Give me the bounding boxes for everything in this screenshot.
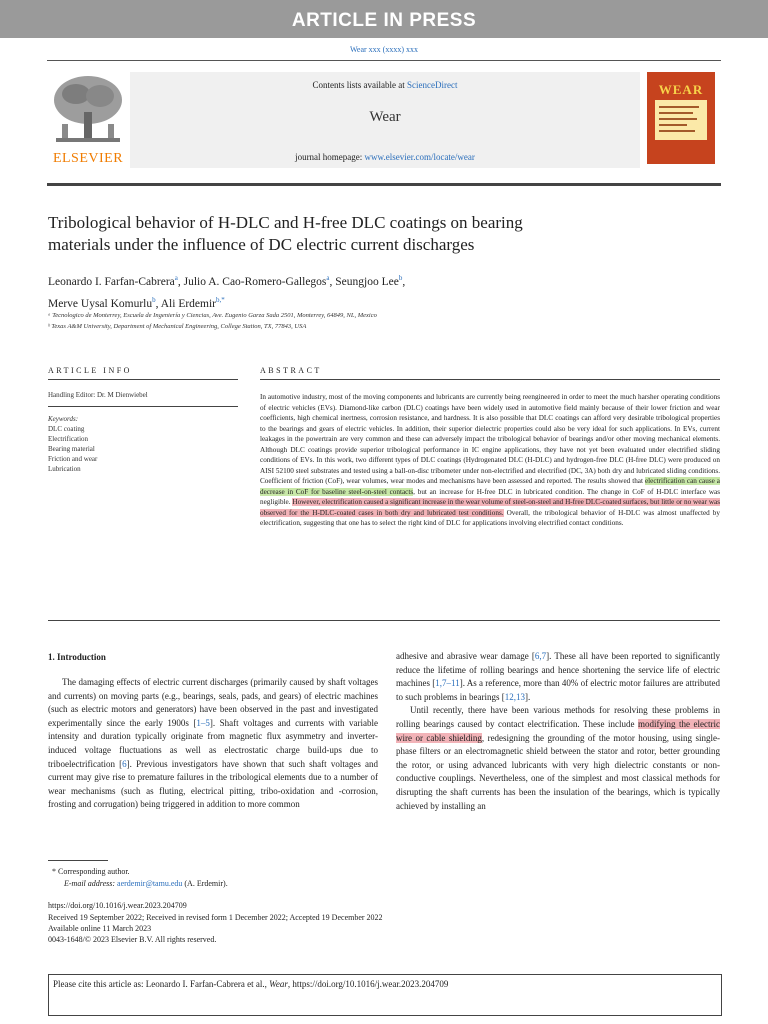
cover-text-line — [659, 118, 697, 120]
intro-text: ]. Previous investigators have shown that such shaft voltages and current may give rise to premature failures in the tribological elements due to a number of wear mechanisms (such as fluting, electrical pitting, tribo-oxidation and -corrosion, frosting and corrugation) being triggered in addition to more common — [48, 758, 378, 810]
title-line-2: materials under the influence of DC electric current discharges — [48, 235, 475, 254]
keyword: Electrification — [48, 435, 89, 443]
intro-text: ]. As a reference, more than 40% of electric motor failures are attributed to such problems in bearings [ — [396, 678, 721, 702]
citation-suffix: , https://doi.org/10.1016/j.wear.2023.204709 — [287, 979, 449, 989]
author-separator: , — [402, 275, 406, 288]
elsevier-wordmark: ELSEVIER — [52, 151, 124, 166]
journal-cover-thumbnail — [647, 72, 715, 164]
copyright: 0043-1648/© 2023 Elsevier B.V. All rights reserved. — [48, 935, 217, 944]
email-footnote — [64, 878, 228, 889]
intro-text: ]. — [524, 691, 531, 702]
intro-right-paragraph-1 — [396, 650, 720, 704]
abstract-part: Overall, the tribological behavior of H-DLC was almost unaffected by electrification, suggesting that one has to select the right kind of DLC for applications involving electrified contact conditions. — [260, 508, 720, 527]
keywords-label: Keywords: — [48, 415, 79, 423]
intro-right-paragraph-2 — [396, 704, 720, 813]
keyword: Lubrication — [48, 465, 81, 473]
abstract-bottom-rule — [48, 620, 720, 621]
cover-title: WEAR — [658, 82, 704, 97]
keywords-rule — [48, 406, 238, 407]
intro-text: The damaging effects of electric current discharges (primarily caused by shaft voltages and currents) on moving parts (e.g., bearings, seals, pads, and gears) of electric machines (such as electric motors and generators) have been observed in the past and investigated experimentally since the early 1900s [ — [48, 677, 378, 728]
title-line-1: Tribological behavior of H-DLC and H-free DLC coatings on bearing — [48, 213, 523, 232]
citation-link[interactable]: 1,7–11 — [435, 678, 460, 689]
email-suffix: (A. Erdemir). — [182, 879, 228, 888]
sciencedirect-link[interactable]: ScienceDirect — [407, 80, 458, 90]
abstract-rule — [260, 379, 720, 380]
journal-header-box — [130, 72, 640, 168]
citation-journal: Wear — [269, 979, 288, 989]
doi-link[interactable]: https://doi.org/10.1016/j.wear.2023.204709 — [48, 901, 187, 910]
abstract-heading: ABSTRACT — [260, 366, 322, 375]
received-dates: Received 19 September 2022; Received in revised form 1 December 2022; Accepted 19 December 2022 — [48, 913, 383, 922]
intro-right-column — [396, 650, 720, 813]
author-affiliation-mark[interactable]: b — [398, 274, 403, 282]
author-affiliation-mark[interactable]: a — [326, 274, 330, 282]
keyword: Friction and wear — [48, 455, 98, 463]
intro-left-column — [48, 676, 378, 812]
article-info-heading: ARTICLE INFO — [48, 366, 132, 375]
corresponding-author-note: * Corresponding author. — [52, 867, 130, 876]
article-in-press-banner — [0, 0, 768, 38]
cover-text-line — [659, 124, 687, 126]
journal-name: Wear — [369, 109, 401, 125]
handling-editor: Handling Editor: Dr. M Dienwiebel — [48, 391, 148, 399]
cover-text-line — [659, 130, 695, 132]
abstract-part: , but an increase for H-free DLC in lubricated condition. The change in CoF of H-DLC interface was negligible. — [260, 487, 721, 506]
article-info-rule — [48, 379, 238, 380]
citation-link[interactable]: 1–5 — [196, 717, 210, 728]
intro-text: Until recently, there have been various methods for resolving these problems in rolling bearings caused by contact electrification. These include — [396, 705, 720, 729]
email-label: E-mail address: — [64, 879, 118, 888]
homepage-link[interactable]: www.elsevier.com/locate/wear — [364, 152, 475, 162]
author-name[interactable]: Julio A. Cao-Romero-Gallegos — [183, 275, 327, 288]
author-name[interactable]: Seungjoo Lee — [335, 275, 399, 288]
author-affiliation-mark[interactable]: a — [174, 274, 178, 282]
abstract-text — [260, 392, 720, 529]
available-online: Available online 11 March 2023 — [48, 924, 152, 933]
author-separator: , — [329, 275, 336, 288]
header-bottom-rule — [47, 183, 721, 186]
intro-highlight-pink: modifying the electric wire or cable shielding — [396, 718, 720, 743]
contents-prefix: Contents lists available at — [312, 80, 407, 90]
citation-link[interactable]: 6,7 — [534, 651, 547, 661]
intro-text: adhesive and abrasive wear damage [ — [396, 651, 535, 661]
footnote-rule — [48, 860, 108, 861]
author-name[interactable]: Ali Erdemir — [160, 297, 216, 310]
intro-text: ]. These all have been reported to significantly reduce the lifetime of rolling bearings and hence shortening the service life of electric machines [ — [396, 651, 720, 689]
keyword: Bearing material — [48, 445, 95, 453]
citation-link[interactable]: 6 — [122, 758, 127, 769]
abstract-highlight-green: electrification can cause a decrease in CoF for baseline steel-on-steel contacts — [260, 477, 720, 496]
citation-link[interactable]: 12,13 — [504, 691, 525, 702]
abstract-highlight-pink: However, electrification caused a significant increase in the wear volume of steel-on-steel and H-free DLC-coated surfaces, but little or no wear was observed for the H-DLC-coated cases in both dry and lubricated test conditions. — [260, 498, 720, 517]
abstract-part: In automotive industry, most of the moving components and lubricants are currently being reengineered in order to meet the much harsher operating conditions of electric vehicles (EVs). Diamond-like carbon (DLC) coatings have been widely used in automotive field mainly because of their lower friction and wear coefficients, high chemical inertness, corrosion resistance, and hardness. It is also possible that DLC coatings can afford very desirable tribological properties to the bearings and gears of electric vehicles. In addition, their superior dielectric properties could also be very ideal for such applications. In EVs, current leakages in the powertrain are very common and these can adversely impact the tribological behavior of bearings and/or other moving mechanical elements. Although DLC coatings provide superior tribological performance in IC engine applications, they have not yet been evaluated under electrified sliding conditions of EVs. In this work, two different types of DLC coatings (Hydrogenated DLC (H-DLC) and hydrogen-free DLC (H-free DLC) were produced on AISI 52100 steel substrates and tested using a ball-on-disc tribometer under non-electrified and electrified (DC, 3A) both dry and lubricated sliding conditions. Coefficient of friction (CoF), wear volumes, wear modes and mechanisms have been assessed and reported. The results showed that — [260, 393, 720, 485]
intro-text: ]. Shaft voltages and currents with variable intensity and duration typically originate from magnetic flux asymmetry and inverter-induced voltage fluctuations as well as electrostatic charge build-ups due to triboelectrification [ — [48, 717, 379, 769]
cover-text-line — [659, 112, 693, 114]
author-affiliation-mark[interactable]: b,* — [216, 295, 225, 304]
email-link[interactable]: aerdemir@tamu.edu — [117, 879, 183, 888]
homepage-line — [130, 152, 640, 162]
intro-text: , redesigning the grounding of the motor housing, using single-phase filters or an electromagnetic shield between the stator and rotor, better grounding the rotor, or using advanced lubricants with very high dielectric constants or non-conductive couplings. Nevertheless, one of the simplest and most classical methods for disrupting the shaft currents has been the insulation of the bearings, which is typically achieved by installing an — [396, 732, 720, 811]
author-name[interactable]: Merve Uysal Komurlu — [48, 297, 153, 310]
citation-box — [48, 974, 722, 1016]
homepage-prefix: journal homepage: — [295, 152, 365, 162]
author-affiliation-mark[interactable]: b — [152, 295, 156, 304]
article-title — [48, 212, 668, 256]
author-name[interactable]: Leonardo I. Farfan-Cabrera — [48, 275, 175, 288]
keyword: DLC coating — [48, 425, 85, 433]
affiliation-a: ᵃ Tecnologico de Monterrey, Escuela de Ingeniería y Ciencias, Ave. Eugenio Garza Sada 2501, Monterrey, 64849, NL, Mexico — [48, 312, 377, 319]
header-top-rule — [47, 60, 721, 61]
author-list — [48, 269, 668, 313]
banner-title: ARTICLE IN PRESS — [291, 10, 477, 31]
introduction-heading: 1. Introduction — [48, 652, 106, 662]
author-separator: , — [177, 275, 184, 288]
citation-text — [53, 979, 448, 989]
cover-panel — [655, 100, 707, 140]
affiliation-b: ᵇ Texas A&M University, Department of Mechanical Engineering, College Station, TX, 77843, USA — [48, 323, 307, 330]
cover-text-line — [659, 106, 699, 108]
citation-prefix: Please cite this article as: Leonardo I. Farfan-Cabrera et al., — [53, 979, 270, 989]
author-separator: , — [155, 297, 161, 310]
contents-line — [130, 80, 640, 90]
journal-reference[interactable]: Wear xxx (xxxx) xxx — [349, 45, 418, 54]
